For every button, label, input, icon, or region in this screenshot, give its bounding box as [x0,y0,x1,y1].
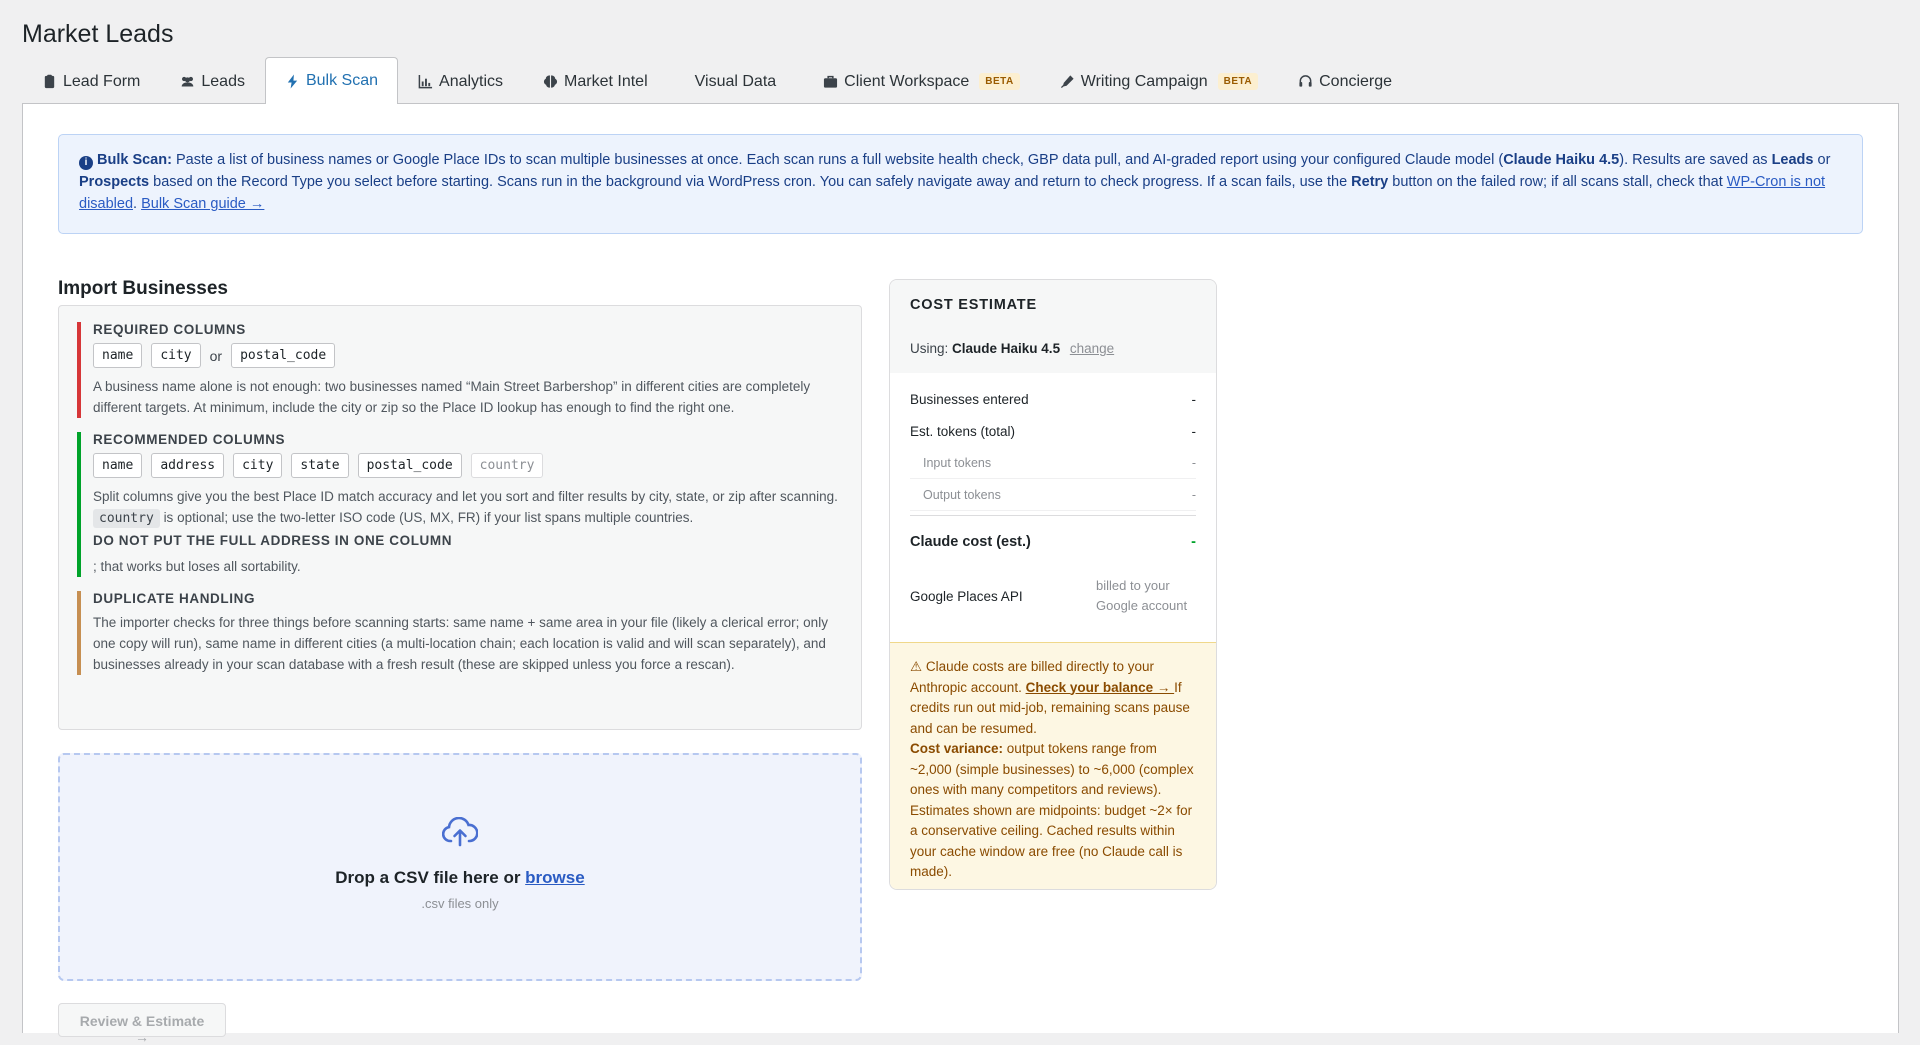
tab-label: Lead Form [63,72,141,90]
warning-text: If credits run out mid-job, remaining scans pause and can be resumed. [910,679,1190,736]
cloud-upload-icon [60,817,860,852]
tab-writing-campaign[interactable] [1040,58,1278,104]
row-output-tokens [910,479,1196,511]
info-lead: Bulk Scan: [97,152,172,168]
bulk-scan-panel [22,103,1899,1045]
column-chip: postal_code [231,343,335,368]
tab-label: Analytics [439,72,504,90]
row-claude-cost [910,515,1196,567]
recommended-chips [93,453,845,478]
chart-icon [418,74,433,89]
info-text: ). Results are saved as [1619,152,1772,168]
info-retry: Retry [1351,174,1389,190]
brain-icon [543,74,558,89]
tab-leads[interactable] [160,58,265,104]
warning-text: output tokens range from ~2,000 (simple businesses) to ~6,000 (complex ones with many competitors and reviews). Estimates shown are midpoints: budget ~2× for a conservative ceiling. Cached results within your cache window are free (no Claude call is made). [910,741,1194,879]
import-title: Import Businesses [58,278,228,299]
users-icon [180,74,195,89]
full-address-warning-title: DO NOT PUT THE FULL ADDRESS IN ONE COLUMN [93,533,453,548]
info-notice [58,134,1863,234]
tab-label: Writing Campaign [1080,72,1208,90]
column-chip: city [233,453,282,478]
recommended-desc-text: is optional; use the two-letter ISO code (US, MX, FR) if your list spans multiple countries. [163,510,694,525]
pen-icon [1060,74,1075,89]
info-text: . [133,196,142,212]
required-chips [93,343,845,368]
info-prospects: Prospects [79,174,150,190]
tab-label: Market Intel [564,72,648,90]
variance-label: Cost variance: [910,741,1004,756]
dropzone-label: Drop a CSV file here or [335,868,526,887]
row-google-api [910,567,1196,625]
column-chip: state [291,453,348,478]
tab-analytics[interactable] [398,58,523,104]
tab-label: Client Workspace [844,72,970,90]
duplicate-desc: The importer checks for three things before scanning starts: same name + same area in your file (likely a clerical error; only one copy will run), same name in different cities (a multi-location chain; each location is valid and will scan separately), and businesses already in your scan database with a fresh result (these are skipped unless you force a rescan). [93,615,828,672]
clipboard-icon [42,74,57,89]
browse-link[interactable]: browse [525,868,585,887]
inline-code: country [93,509,160,528]
tab-market-intel[interactable] [523,58,668,104]
cost-title: COST ESTIMATE [910,297,1037,313]
required-desc: A business name alone is not enough: two businesses named “Main Street Barbershop” in different cities are completely different targets. At minimum, include the city or zip so the Place ID lookup has enough to find the right one. [93,379,811,415]
row-label: Output tokens [923,487,1001,502]
full-address-warning-desc: ; that works but loses all sortability. [93,559,301,574]
row-label: Businesses entered [910,391,1029,407]
info-text: based on the Record Type you select before starting. Scans run in the background via WordPress cron. You can safely navigate away and return to check progress. If a scan fails, use the [149,174,1352,190]
info-text: button on the failed row; if all scans stall, check that [1388,174,1727,190]
recommended-columns [77,432,845,577]
duplicate-handling [77,591,845,675]
cost-estimate-card [889,279,1217,890]
dropzone-hint: .csv files only [421,896,499,911]
dropzone-text [60,868,860,888]
warning-text: ⚠ Claude costs are billed directly to your Anthropic account. [910,659,1154,695]
info-text: or [1813,152,1831,168]
page-title: Market Leads [22,20,174,48]
tab-bar [22,57,1412,104]
column-chip: city [151,343,200,368]
tab-concierge[interactable] [1278,58,1412,104]
row-value: - [1191,391,1196,407]
tab-label: Concierge [1319,72,1393,90]
column-guide [58,305,862,730]
cost-header [890,280,1216,373]
recommended-desc [93,486,845,529]
tab-client-workspace[interactable] [803,58,1040,104]
row-value: - [1191,487,1196,502]
info-icon: i [79,156,93,170]
tab-bulk-scan[interactable] [265,57,398,104]
change-model-link[interactable]: change [1069,341,1115,356]
column-chip: address [151,453,224,478]
using-label: Using: [910,341,949,356]
tab-label: Visual Data [694,72,777,90]
tab-label: Bulk Scan [305,72,379,89]
briefcase-icon [823,74,838,89]
tab-lead-form[interactable] [22,58,160,104]
required-title: REQUIRED COLUMNS [93,322,246,337]
tab-visual-data[interactable] [668,58,804,104]
check-balance-link[interactable]: Check your balance → [1025,679,1175,695]
column-chip: postal_code [358,453,462,478]
info-text: Paste a list of business names or Google Place IDs to scan multiple businesses at once. Each scan runs a full website health check, GBP data pull, and AI-graded report using your configured Claude model ( [171,152,1504,168]
row-businesses [910,383,1196,415]
beta-badge: BETA [1218,73,1258,90]
model-name: Claude Haiku 4.5 [952,341,1061,356]
row-label: Claude cost (est.) [910,533,1031,550]
required-columns [77,322,845,418]
bulk-scan-guide-link[interactable]: Bulk Scan guide → [141,196,265,212]
review-estimate-button[interactable]: Review & Estimate → [58,1003,226,1037]
row-tokens [910,415,1196,447]
recommended-desc-text: Split columns give you the best Place ID match accuracy and let you sort and filter results by city, state, or zip after scanning. [93,489,838,504]
row-label: Google Places API [910,588,1023,604]
row-input-tokens [910,447,1196,479]
cost-rows [890,373,1216,625]
tab-label: Leads [201,72,245,90]
column-chip-optional: country [471,453,544,478]
recommended-title: RECOMMENDED COLUMNS [93,432,286,447]
model-using [910,341,1196,356]
column-chip: name [93,343,142,368]
row-label: Est. tokens (total) [910,423,1016,439]
column-chip: name [93,453,142,478]
headset-icon [1298,74,1313,89]
info-model: Claude Haiku 4.5 [1503,152,1620,168]
row-value: - [1191,423,1196,439]
beta-badge: BETA [979,73,1019,90]
row-value: - [1191,533,1196,550]
row-value: billed to your Google account [1096,578,1188,613]
row-label: Input tokens [923,455,992,470]
wp-cron-link[interactable]: WP-Cron is not disabled [79,174,1826,212]
cost-warning [890,642,1216,890]
info-leads: Leads [1771,152,1814,168]
row-value: - [1191,455,1196,470]
bolt-icon [285,74,300,89]
or-separator: or [209,347,223,364]
csv-dropzone[interactable] [58,753,862,981]
duplicate-title: DUPLICATE HANDLING [93,591,256,606]
